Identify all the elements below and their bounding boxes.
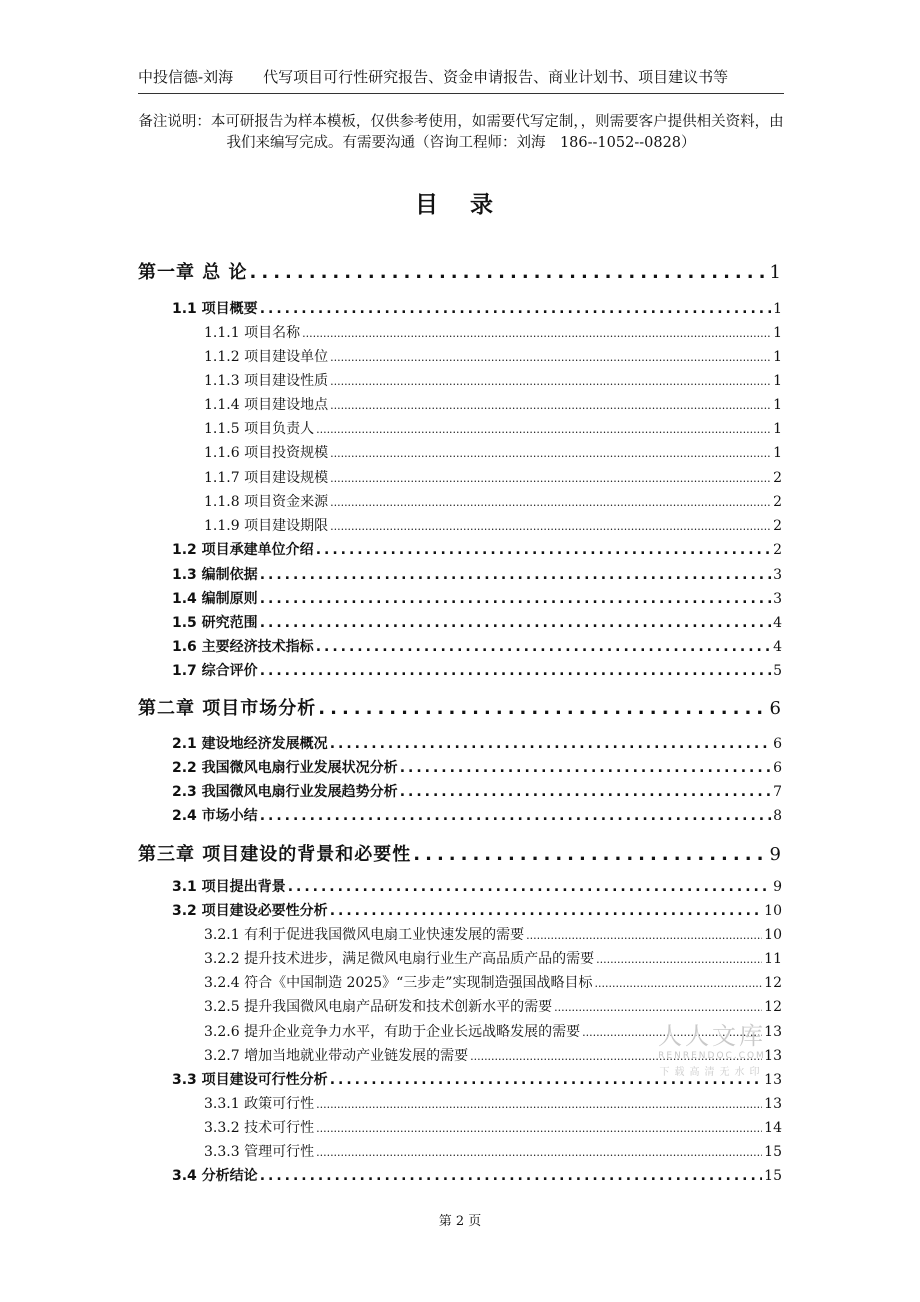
toc-entry-label: 1.6 主要经济技术指标 <box>172 639 314 655</box>
toc-entry-page: 1 <box>773 325 782 341</box>
toc-entry-page: 3 <box>773 591 782 607</box>
toc-leader-dots <box>316 1122 762 1135</box>
toc-leader-dots <box>554 1001 762 1014</box>
toc-entry[interactable] <box>204 491 782 511</box>
toc-title: 目 录 <box>414 192 505 218</box>
toc-leader-dots <box>260 1168 762 1184</box>
toc-leader-dots <box>526 929 762 942</box>
toc-entry[interactable] <box>172 564 782 584</box>
toc-entry-page: 13 <box>764 1024 782 1040</box>
toc-leader-dots <box>316 423 771 436</box>
toc-leader-dots <box>250 262 768 283</box>
toc-entry-page: 3 <box>773 567 782 583</box>
toc-leader-dots <box>400 760 771 776</box>
toc-leader-dots <box>413 844 767 865</box>
toc-entry-label: 3.3.3 管理可行性 <box>204 1144 315 1160</box>
toc-entry-page: 13 <box>764 1096 782 1112</box>
toc-leader-dots <box>260 808 771 824</box>
header-author: 中投信德-刘海 <box>138 68 234 86</box>
toc-entry[interactable] <box>138 694 782 720</box>
toc-entry-page: 7 <box>773 784 782 800</box>
toc-entry-page: 9 <box>773 879 782 895</box>
toc-entry[interactable] <box>204 1093 782 1113</box>
toc-leader-dots <box>302 327 771 340</box>
toc-leader-dots <box>330 472 771 485</box>
toc-entry-page: 1 <box>773 301 782 317</box>
watermark-main: 人人文库 <box>658 1022 766 1050</box>
toc-entry[interactable] <box>204 346 782 366</box>
toc-entry-label: 3.2.6 提升企业竞争力水平，有助于企业长远战略发展的需要 <box>204 1024 581 1040</box>
toc-entry-label: 第二章 项目市场分析 <box>138 698 317 719</box>
toc-leader-dots <box>400 784 771 800</box>
toc-entry-label: 1.2 项目承建单位介绍 <box>172 542 314 558</box>
toc-entry-page: 1 <box>769 262 782 283</box>
toc-leader-dots <box>316 542 771 558</box>
toc-entry-page: 4 <box>773 615 782 631</box>
toc-entry[interactable] <box>172 900 782 920</box>
toc-leader-dots <box>288 879 771 895</box>
toc-entry-page: 1 <box>773 373 782 389</box>
toc-entry[interactable] <box>172 539 782 559</box>
toc-leader-dots <box>596 953 762 966</box>
toc-entry[interactable] <box>172 1165 782 1185</box>
toc-entry-page: 2 <box>773 518 782 534</box>
toc-entry-label: 1.1 项目概要 <box>172 301 258 317</box>
toc-entry[interactable] <box>204 1045 782 1065</box>
toc-leader-dots <box>594 977 762 990</box>
toc-entry-label: 3.4 分析结论 <box>172 1168 258 1184</box>
toc-entry-label: 1.1.4 项目建设地点 <box>204 397 329 413</box>
toc-entry[interactable] <box>172 733 782 753</box>
toc-leader-dots <box>260 663 771 679</box>
toc-entry-page: 9 <box>769 844 782 865</box>
toc-entry[interactable] <box>204 924 782 944</box>
toc-leader-dots <box>330 447 771 460</box>
toc-entry-label: 3.2 项目建设必要性分析 <box>172 903 328 919</box>
toc-entry[interactable] <box>172 781 782 801</box>
toc-leader-dots <box>316 1146 762 1159</box>
toc-leader-dots <box>330 399 771 412</box>
toc-leader-dots <box>260 591 771 607</box>
page-number: 第 2 页 <box>438 1214 482 1229</box>
toc-entry[interactable] <box>204 1141 782 1161</box>
toc-entry-page: 8 <box>773 808 782 824</box>
toc-entry[interactable] <box>204 1021 782 1041</box>
toc-entry-page: 2 <box>773 542 782 558</box>
toc-entry-label: 1.1.1 项目名称 <box>204 325 301 341</box>
toc-entry[interactable] <box>204 972 782 992</box>
toc-entry-label: 1.1.9 项目建设期限 <box>204 518 329 534</box>
toc-entry-page: 13 <box>764 1072 782 1088</box>
toc-entry[interactable] <box>172 588 782 608</box>
toc-entry-page: 11 <box>764 951 782 967</box>
toc-entry-label: 2.1 建设地经济发展概况 <box>172 736 328 752</box>
toc-leader-dots <box>330 1072 762 1088</box>
toc-entry-label: 1.1.3 项目建设性质 <box>204 373 329 389</box>
toc-entry-label: 2.2 我国微风电扇行业发展状况分析 <box>172 760 398 776</box>
toc-entry-label: 第一章 总 论 <box>138 262 248 283</box>
toc-entry-page: 1 <box>773 445 782 461</box>
toc-entry-label: 2.4 市场小结 <box>172 808 258 824</box>
toc-entry-label: 1.1.7 项目建设规模 <box>204 470 329 486</box>
toc-leader-dots <box>330 496 771 509</box>
toc-entry-page: 6 <box>773 760 782 776</box>
toc-entry-label: 2.3 我国微风电扇行业发展趋势分析 <box>172 784 398 800</box>
header-services: 代写项目可行性研究报告、资金申请报告、商业计划书、项目建议书等 <box>263 68 729 86</box>
toc-leader-dots <box>316 639 771 655</box>
toc-entry[interactable] <box>204 394 782 414</box>
toc-entry-page: 14 <box>764 1120 782 1136</box>
toc-entry-label: 3.2.1 有利于促进我国微风电扇工业快速发展的需要 <box>204 927 525 943</box>
toc-entry[interactable] <box>172 636 782 656</box>
toc-entry-label: 3.2.4 符合《中国制造 2025》“三步走”实现制造强国战略目标 <box>204 975 593 991</box>
toc-entry[interactable] <box>204 418 782 438</box>
toc-entry-page: 10 <box>764 903 782 919</box>
toc-entry[interactable] <box>204 467 782 487</box>
toc-entry-page: 1 <box>773 421 782 437</box>
toc-entry-page: 4 <box>773 639 782 655</box>
toc-entry[interactable] <box>204 948 782 968</box>
toc-leader-dots <box>260 301 771 317</box>
toc-leader-dots <box>260 615 771 631</box>
toc-entry[interactable] <box>204 370 782 390</box>
toc-entry-label: 3.2.5 提升我国微风电扇产品研发和技术创新水平的需要 <box>204 999 553 1015</box>
remark-note: 备注说明：本可研报告为样本模板，仅供参考使用，如需要代写定制，，则需要客户提供相关资料，由我们来编写完成。有需要沟通（咨询工程师：刘海 186--1052--0828） <box>138 114 784 151</box>
toc-leader-dots <box>330 903 762 919</box>
toc-entry-page: 2 <box>773 494 782 510</box>
toc-entry-page: 2 <box>773 470 782 486</box>
toc-entry-page: 12 <box>764 999 782 1015</box>
toc-entry-label: 3.3.2 技术可行性 <box>204 1120 315 1136</box>
toc-leader-dots <box>330 520 771 533</box>
toc-entry-label: 1.1.5 项目负责人 <box>204 421 315 437</box>
toc-leader-dots <box>470 1050 762 1063</box>
toc-entry[interactable] <box>172 805 782 825</box>
toc-entry-label: 3.2.7 增加当地就业带动产业链发展的需要 <box>204 1048 469 1064</box>
toc-entry[interactable] <box>172 1069 782 1089</box>
toc-entry-label: 1.4 编制原则 <box>172 591 258 607</box>
toc-entry[interactable] <box>204 322 782 342</box>
toc-entry-label: 3.3.1 政策可行性 <box>204 1096 315 1112</box>
toc-entry[interactable] <box>172 757 782 777</box>
toc-entry-page: 15 <box>764 1168 782 1184</box>
toc-entry-page: 6 <box>769 698 782 719</box>
toc-leader-dots <box>260 567 771 583</box>
toc-entry-page: 13 <box>764 1048 782 1064</box>
toc-entry-label: 1.7 综合评价 <box>172 663 258 679</box>
toc-entry-label: 1.1.2 项目建设单位 <box>204 349 329 365</box>
toc-entry[interactable] <box>172 298 782 318</box>
toc-leader-dots <box>316 1098 762 1111</box>
toc-entry-page: 15 <box>764 1144 782 1160</box>
toc-leader-dots <box>330 736 771 752</box>
toc-leader-dots <box>582 1026 762 1039</box>
toc-entry-label: 3.3 项目建设可行性分析 <box>172 1072 328 1088</box>
watermark-sub: 下载高清无水印 <box>659 1067 765 1078</box>
toc-leader-dots <box>330 375 771 388</box>
toc-entry-label: 3.1 项目提出背景 <box>172 879 286 895</box>
toc-entry-page: 5 <box>773 663 782 679</box>
toc-entry[interactable] <box>172 876 782 896</box>
watermark-url: RENRENDOC.COM <box>658 1051 766 1061</box>
toc-entry-page: 6 <box>773 736 782 752</box>
toc-entry[interactable] <box>204 1117 782 1137</box>
toc-entry[interactable] <box>172 660 782 680</box>
toc-entry[interactable] <box>204 442 782 462</box>
toc-entry-page: 10 <box>764 927 782 943</box>
toc-entry-label: 1.1.8 项目资金来源 <box>204 494 329 510</box>
toc-entry-label: 1.5 研究范围 <box>172 615 258 631</box>
toc-entry[interactable] <box>172 612 782 632</box>
toc-entry-label: 3.2.2 提升技术进步，满足微风电扇行业生产高品质产品的需要 <box>204 951 595 967</box>
toc-entry-page: 1 <box>773 397 782 413</box>
toc-entry[interactable] <box>204 515 782 535</box>
toc-entry[interactable] <box>138 840 782 866</box>
toc-leader-dots <box>318 698 767 719</box>
toc-entry-label: 1.3 编制依据 <box>172 567 258 583</box>
toc-entry-page: 1 <box>773 349 782 365</box>
toc-entry[interactable] <box>138 258 782 284</box>
toc-entry-page: 12 <box>764 975 782 991</box>
toc-leader-dots <box>330 351 771 364</box>
toc-entry-label: 1.1.6 项目投资规模 <box>204 445 329 461</box>
toc-entry-label: 第三章 项目建设的背景和必要性 <box>138 844 412 865</box>
toc-entry[interactable] <box>204 996 782 1016</box>
